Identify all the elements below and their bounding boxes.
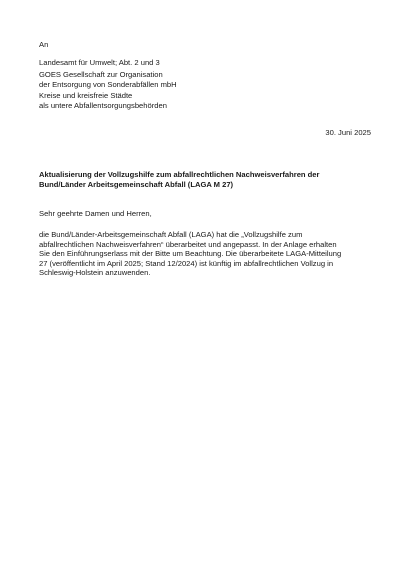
letter-subject xyxy=(39,170,379,189)
recipient-line: der Entsorgung von Sonderabfällen mbH xyxy=(39,79,177,89)
recipient-kreise xyxy=(39,91,379,110)
recipient-goes xyxy=(39,70,379,89)
letter-salutation xyxy=(39,209,379,219)
recipient-line: Landesamt für Umwelt; Abt. 2 und 3 xyxy=(39,58,160,67)
subject-line: Bund/Länder Arbeitsgemeinschaft Abfall (LAGA M 27) xyxy=(39,179,234,189)
recipient-line: Kreise und kreisfreie Städte xyxy=(39,91,133,100)
body-line: die Bund/Länder-Arbeitsgemeinschaft Abfall (LAGA) hat die „Vollzugshilfe zum xyxy=(39,230,303,239)
letter-body xyxy=(39,230,379,278)
salutation-text: Sehr geehrte Damen und Herren, xyxy=(39,209,152,218)
recipient-line: GOES Gesellschaft zur Organisation xyxy=(39,70,163,79)
recipient-lfu xyxy=(39,58,379,68)
body-line: abfallrechtlichen Nachweisverfahren“ überarbeitet und angepasst. In der Anlage erhalten xyxy=(39,239,337,249)
recipient-intro-text: An xyxy=(39,40,49,49)
recipient-line: als untere Abfallentsorgungsbehörden xyxy=(39,100,167,110)
recipient-intro xyxy=(39,40,379,50)
body-line: Schleswig-Holstein anzuwenden. xyxy=(39,268,151,278)
body-line: 27 (veröffentlicht im April 2025; Stand 12/2024) ist künftig im abfallrechtlichen Vollzug in xyxy=(39,258,334,268)
subject-line: Aktualisierung der Vollzugshilfe zum abfallrechtlichen Nachweisverfahren der xyxy=(39,170,320,179)
letter-date: 30. Juni 2025 xyxy=(325,128,371,137)
body-line: Sie den Einführungserlass mit der Bitte um Beachtung. Die überarbeitete LAGA-Mitteilung xyxy=(39,249,342,259)
